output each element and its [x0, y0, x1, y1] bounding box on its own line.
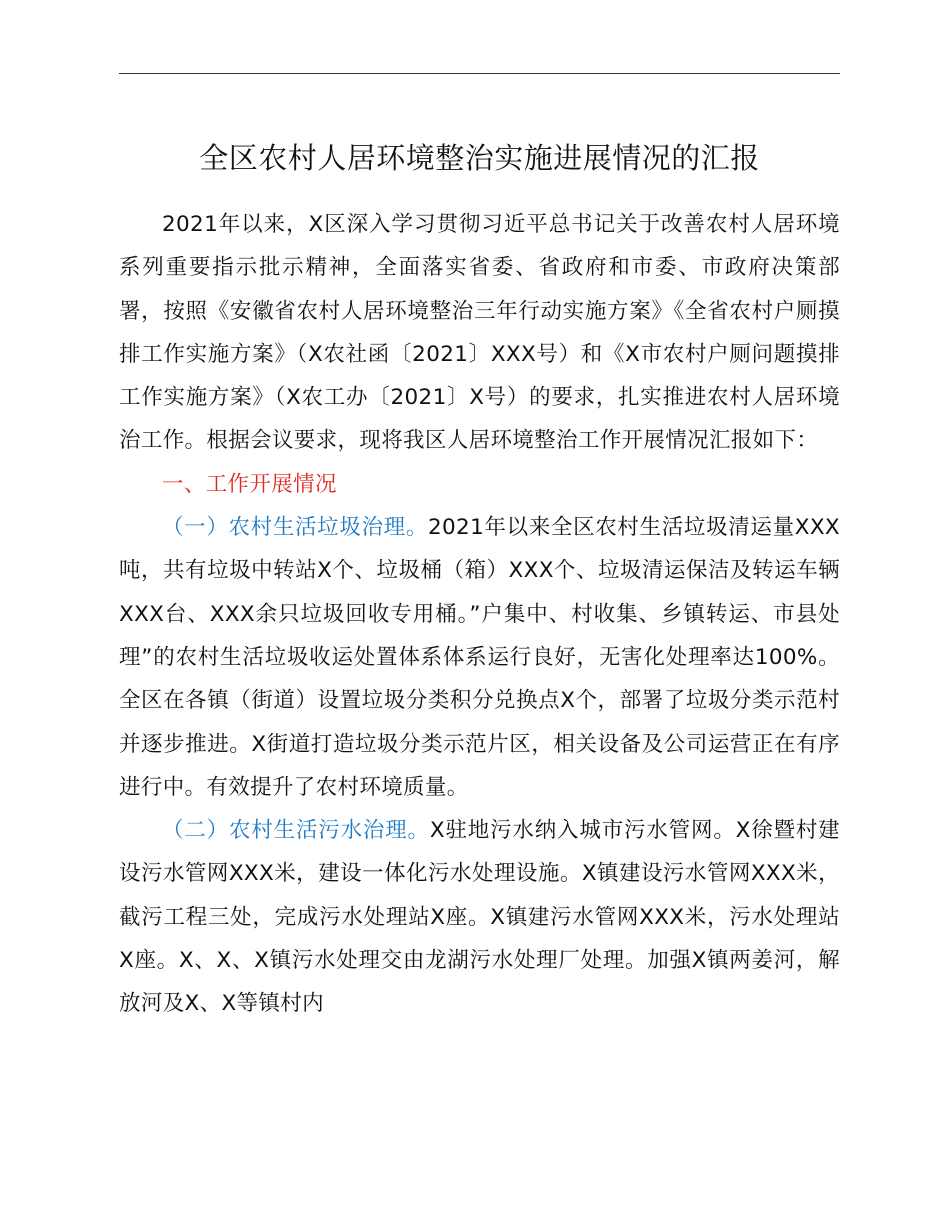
header-rule — [119, 73, 840, 74]
subsection-heading-sewage: （二）农村生活污水治理。 — [162, 818, 430, 844]
section-heading-text: 一、工作开展情况 — [162, 471, 337, 497]
intro-paragraph: 2021年以来，X区深入学习贯彻习近平总书记关于改善农村人居环境系列重要指示批示精神，全面落实省委、省政府和市委、市政府决策部署，按照《安徽省农村人居环境整治三年行动实施方案》《全省农村户厕摸排工作实施方案》（X农社函〔2021〕XXX号）和《X市农村户厕问题摸排工作实施方案》（X农工办〔2021〕X号）的要求，扎实推进农村人居环境治工作。根据会议要求，现将我区人居环境整治工作开展情况汇报如下： — [119, 212, 840, 454]
subsection-text-sewage: X驻地污水纳入城市污水管网。X徐暨村建设污水管网XXX米，建设一体化污水处理设施。X镇建设污水管网XXX米，截污工程三处，完成污水处理站X座。X镇建污水管网XXX米，污水处理站X座。X、X、X镇污水处理交由龙湖污水处理厂处理。加强X镇两姜河，解放河及X、X等镇村内 — [119, 818, 841, 1017]
subsection-paragraph-sewage — [119, 809, 840, 1025]
subsection-heading-garbage: （一）农村生活垃圾治理。 — [162, 515, 428, 541]
section-heading — [119, 463, 840, 506]
document-title: 全区农村人居环境整治实施进展情况的汇报 — [199, 141, 760, 175]
subsection-text-garbage: 2021年以来全区农村生活垃圾清运量XXX吨，共有垃圾中转站X个、垃圾桶（箱）XXX个、垃圾清运保洁及转运车辆XXX台、XXX余只垃圾回收专用桶。”户集中、村收集、乡镇转运、市县处理”的农村生活垃圾收运处置体系体系运行良好，无害化处理率达100%。全区在各镇（街道）设置垃圾分类积分兑换点X个，部署了垃圾分类示范村并逐步推进。X街道打造垃圾分类示范片区，相关设备及公司运营正在有序进行中。有效提升了农村环境质量。 — [119, 515, 840, 800]
document-body — [119, 203, 840, 1026]
subsection-paragraph-garbage — [119, 506, 840, 809]
